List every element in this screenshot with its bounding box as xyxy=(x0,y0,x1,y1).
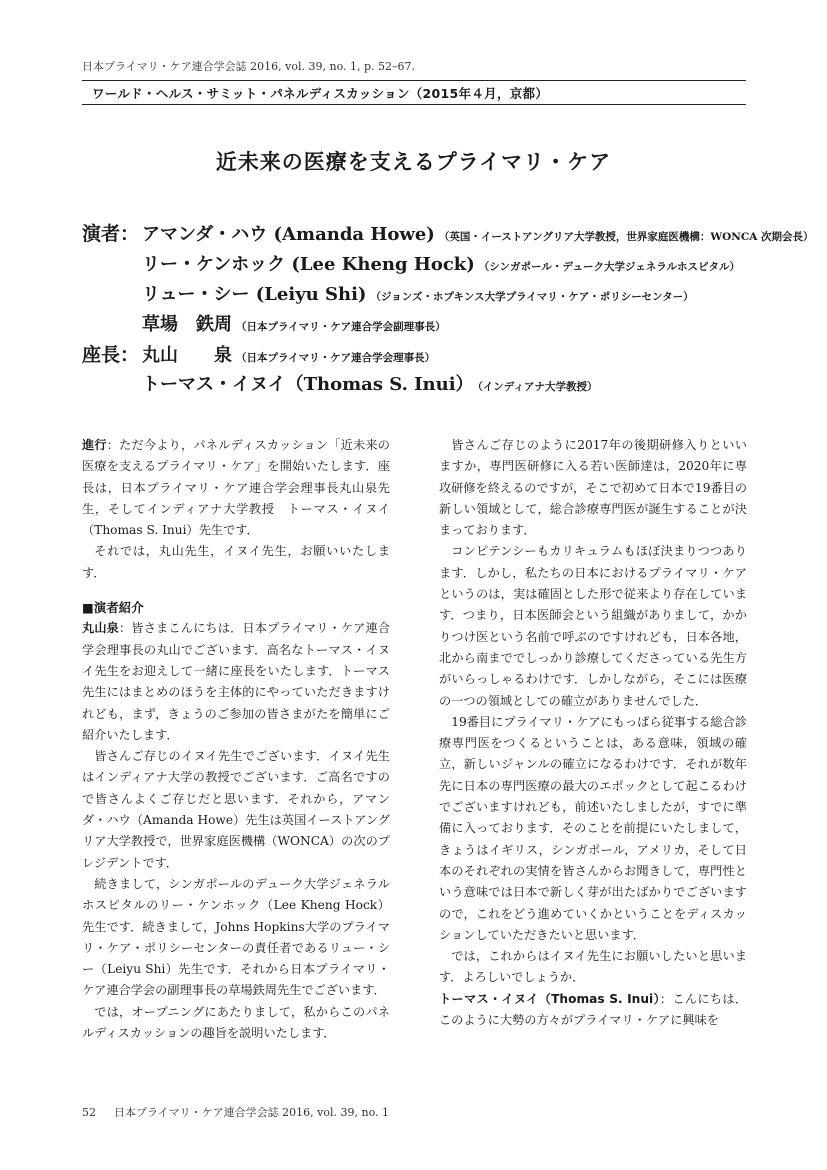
chair-maruyama xyxy=(142,341,435,367)
paragraph-text: ：こんにちは．このように大勢の方々がプライマリ・ケアに興味を xyxy=(439,991,748,1028)
paragraph: それでは，丸山先生，イヌイ先生，お願いいたします． xyxy=(82,544,390,580)
paragraph-text: ：皆さまこんにちは．日本プライマリ・ケア連合学会理事長の丸山でございます．高名なトーマス・イヌイ先生をお迎えして一緒に座長をいたします．トーマス先生にはまとめのほうを主体的にやっていただきますけれども，まず，きょうのご参加の皆さまがたを簡単にご紹介いたします． xyxy=(82,621,391,742)
chair-inui xyxy=(142,370,597,396)
chair-label: 座長： xyxy=(82,344,140,366)
paragraph: 皆さんご存じのイヌイ先生でございます．イヌイ先生はインディアナ大学の教授でございます．ご高名ですので皆さんよくご存じだと思います．それから，アマンダ・ハウ（Amanda Howe）先生は英国イーストアングリア大学教授で，世界家庭医機構（WONCA）の次のプレジデントです． xyxy=(82,749,390,870)
chair-affiliation: （日本プライマリ・ケア連合学会理事長） xyxy=(236,352,436,364)
speaker-name: リー・ケンホック (Lee Kheng Hock) xyxy=(142,254,475,275)
speaker-name: アマンダ・ハウ (Amanda Howe) xyxy=(142,224,435,245)
speaker-howe xyxy=(142,220,814,246)
speaker-name: リュー・シー (Leiyu Shi) xyxy=(142,284,367,305)
section-heading: ■演者紹介 xyxy=(82,600,144,616)
speaker-tag: トーマス・イヌイ（Thomas S. Inui） xyxy=(439,991,660,1006)
paragraph-text: ：ただ今より，パネルディスカッション「近未来の医療を支えるプライマリ・ケア」を開始いたします．座長は，日本プライマリ・ケア連合学会理事長丸山泉先生，そしてインディアナ大学教授 トーマス・イヌイ（Thomas S. Inui）先生です． xyxy=(82,438,390,538)
speaker-tag: 進行 xyxy=(82,438,107,452)
page-number: 52 xyxy=(82,1106,96,1119)
speaker-lee xyxy=(142,250,740,276)
paragraph xyxy=(439,989,747,1032)
paragraph xyxy=(82,618,390,746)
speaker-affiliation: （日本プライマリ・ケア連合学会副理事長） xyxy=(236,321,446,333)
speaker-affiliation: （英国・イーストアングリア大学教授，世界家庭医機構：WONCA 次期会長） xyxy=(438,231,814,243)
speakers-label: 演者： xyxy=(82,223,140,245)
chair-name: トーマス・イヌイ（Thomas S. Inui） xyxy=(142,374,474,395)
page-footer xyxy=(82,1104,407,1120)
body-column-right xyxy=(439,435,747,1031)
section-label: ワールド・ヘルス・サミット・パネルディスカッション（2015年４月，京都） xyxy=(92,86,549,101)
speaker-kusaba xyxy=(142,310,446,336)
footer-journal: 日本プライマリ・ケア連合学会誌 2016, vol. 39, no. 1 xyxy=(114,1106,389,1119)
header-rule-bottom xyxy=(82,104,746,105)
header-rule-top xyxy=(82,80,746,81)
chair-name: 丸山 泉 xyxy=(142,345,232,366)
chair-affiliation: （インディアナ大学教授） xyxy=(477,381,598,393)
article-title: 近未来の医療を支えるプライマリ・ケア xyxy=(215,149,612,174)
journal-reference: 日本プライマリ・ケア連合学会誌 2016, vol. 39, no. 1, p. 52–67. xyxy=(82,60,416,73)
speaker-tag: 丸山泉 xyxy=(82,621,120,636)
paragraph xyxy=(82,435,390,541)
speaker-affiliation: （ジョンズ・ホプキンス大学プライマリ・ケア・ポリシーセンター） xyxy=(370,291,694,303)
paragraph: 続きまして，シンガポールのデューク大学ジェネラルホスピタルのリー・ケンホック（Lee Kheng Hock）先生です．続きまして，Johns Hopkins大学のプライマリ・ケア・ポリシーセンターの責任者であるリュー・シー（Leiyu Shi）先生です．それから日本プライマリ・ケア連合学会の副理事長の草場鉄周先生でございます． xyxy=(82,876,390,998)
body-column-left xyxy=(82,435,390,1044)
paragraph: 19番目にプライマリ・ケアにもっぱら従事する総合診療専門医をつくるということは，ある意味，領域の確立，新しいジャンルの確立になるわけです．それが数年先に日本の専門医療の最大のエポックとして起こるわけでございますけれども，前述いたしましたが，すでに準備に入っております．そのことを前提にいたしまして，きょうはイギリス，シンガポール，アメリカ，そして日本のそれぞれの実情を皆さんからお聞きして，専門性という意味では日本で新しく芽が出たばかりでございますので，これをどう進めていくかということをディスカッションしていただきたいと思います． xyxy=(439,714,747,942)
speaker-affiliation: （シンガポール・デューク大学ジェネラルホスピタル） xyxy=(478,261,740,273)
speaker-shi xyxy=(142,280,694,306)
speaker-name: 草場 鉄周 xyxy=(142,314,232,335)
paragraph: 皆さんご存じのように2017年の後期研修入りといいますか，専門医研修に入る若い医師達は，2020年に専攻研修を終えるのですが，そこで初めて日本で19番目の新しい領域として，総合診療専門医が誕生することが決まっております． xyxy=(439,438,748,538)
paragraph: では，これからはイヌイ先生にお願いしたいと思います．よろしいでしょうか． xyxy=(439,949,747,985)
paragraph: コンピテンシーもカリキュラムもほぼ決まりつつあります．しかし，私たちの日本におけるプライマリ・ケアというのは，実は確固とした形で従来より存在しています．つまり，日本医師会という組織がありまして，かかりつけ医という名前で呼ぶのですけれども，日本各地，北から南まででしっかり診療してくださっている先生方がいらっしゃるわけです．しかしながら，そこには医療の一つの領域としての確立がありませんでした． xyxy=(439,544,747,708)
paragraph: では，オープニングにあたりまして，私からこのパネルディスカッションの趣旨を説明いたします． xyxy=(82,1004,390,1041)
